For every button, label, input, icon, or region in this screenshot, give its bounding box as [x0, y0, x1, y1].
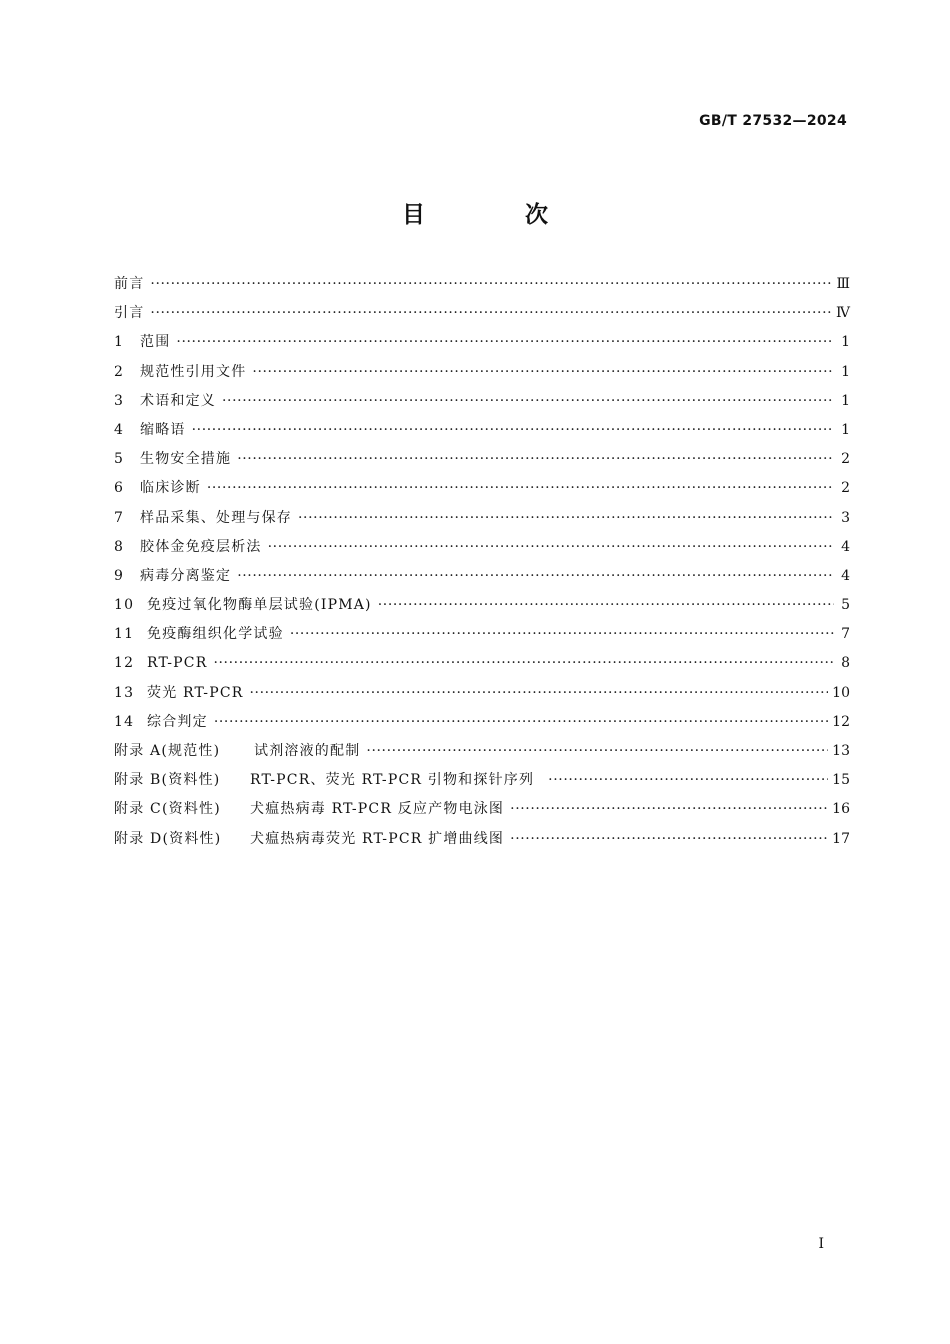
toc-page: 2	[841, 451, 850, 468]
toc-label	[114, 328, 170, 357]
toc-page: 17	[832, 830, 850, 847]
toc-page: 8	[841, 655, 850, 672]
toc-label	[114, 737, 360, 766]
toc-entry-7[interactable]	[114, 504, 850, 533]
toc-entry-6[interactable]	[114, 474, 850, 503]
toc-entry-appendix-d[interactable]	[114, 825, 850, 854]
toc-page: Ⅲ	[836, 276, 850, 292]
toc-label	[114, 416, 186, 445]
toc-title: 试剂溶液的配制	[254, 743, 361, 759]
toc-page: 2	[841, 480, 850, 497]
toc-page: 12	[832, 713, 850, 730]
toc-label	[114, 679, 243, 708]
toc-entry-10[interactable]	[114, 591, 850, 620]
toc-leader	[222, 387, 834, 416]
toc-leader	[214, 708, 828, 737]
toc-number: 8	[114, 538, 125, 555]
toc-leader	[510, 825, 828, 854]
toc-leader	[213, 649, 834, 678]
toc-number: 2	[114, 363, 125, 380]
toc-entry-4[interactable]	[114, 416, 850, 445]
toc-page: 1	[841, 363, 850, 380]
toc-leader	[207, 474, 834, 503]
toc-label	[114, 620, 284, 649]
toc-label	[114, 299, 144, 328]
toc-number: 附录 C(资料性)	[114, 801, 221, 818]
toc-number: 5	[114, 451, 125, 468]
toc-page: 4	[841, 567, 850, 584]
toc-number: 13	[114, 684, 135, 701]
toc-page: 13	[832, 743, 850, 759]
toc-title: 引言	[114, 305, 145, 322]
toc-number: 4	[114, 421, 125, 438]
toc-number: 10	[114, 597, 135, 614]
standard-code: GB/T 27532—2024	[699, 113, 847, 129]
toc-leader	[366, 737, 828, 766]
toc-entry-14[interactable]	[114, 708, 850, 737]
toc-title: 综合判定	[147, 713, 208, 730]
toc-entry-foreword[interactable]	[114, 270, 850, 299]
toc-label	[114, 533, 262, 562]
toc-leader	[176, 328, 834, 357]
toc-title: 胶体金免疫层析法	[140, 538, 262, 555]
toc-page: 4	[841, 538, 850, 555]
toc-title: 样品采集、处理与保存	[140, 509, 292, 526]
toc-entry-3[interactable]	[114, 387, 850, 416]
toc-leader	[192, 416, 834, 445]
toc-page: 10	[832, 684, 850, 701]
toc-title: 犬瘟热病毒荧光 RT-PCR 扩增曲线图	[250, 830, 505, 847]
toc-leader	[548, 766, 828, 795]
toc-number: 11	[114, 626, 135, 643]
toc-title: RT-PCR、荧光 RT-PCR 引物和探针序列	[250, 772, 535, 789]
toc-label	[114, 504, 292, 533]
toc-title: 术语和定义	[140, 392, 216, 409]
toc-title: 生物安全措施	[140, 451, 232, 468]
toc-entry-1[interactable]	[114, 328, 850, 357]
toc-entry-5[interactable]	[114, 445, 850, 474]
toc-page: 1	[841, 392, 850, 409]
toc-number: 7	[114, 509, 125, 526]
toc-leader	[150, 270, 832, 299]
toc-number: 6	[114, 480, 125, 497]
toc-title: 临床诊断	[140, 480, 201, 497]
toc-leader	[249, 679, 828, 708]
toc-title: RT-PCR	[147, 655, 208, 672]
toc-label	[114, 387, 216, 416]
toc-number: 附录 B(资料性)	[114, 772, 221, 789]
toc-label	[114, 474, 201, 503]
toc-page: 5	[841, 597, 850, 614]
toc-leader	[378, 591, 834, 620]
toc-leader	[252, 358, 834, 387]
toc-page: 1	[841, 421, 850, 438]
toc-label	[114, 708, 208, 737]
toc-label	[114, 825, 504, 854]
toc-page: 16	[832, 801, 850, 818]
toc-title: 前言	[114, 276, 145, 292]
toc-label	[114, 649, 207, 678]
toc-number: 附录 A(规范性)	[114, 743, 221, 759]
toc-label	[114, 766, 534, 795]
toc-label	[114, 270, 144, 299]
toc-label	[114, 591, 372, 620]
toc-title: 犬瘟热病毒 RT-PCR 反应产物电泳图	[250, 801, 505, 818]
toc-number: 1	[114, 334, 125, 351]
toc-entry-2[interactable]	[114, 358, 850, 387]
toc-page: 15	[832, 772, 850, 789]
toc-label	[114, 795, 504, 824]
toc-leader	[150, 299, 832, 328]
toc-label	[114, 562, 231, 591]
toc-title: 免疫过氧化物酶单层试验(IPMA)	[147, 597, 372, 614]
toc-leader	[237, 445, 834, 474]
toc-page: Ⅳ	[836, 305, 850, 322]
toc-number: 9	[114, 567, 125, 584]
toc-title: 荧光 RT-PCR	[147, 684, 244, 701]
toc-page: 3	[841, 509, 850, 526]
toc-title: 范围	[140, 334, 171, 351]
toc-entry-appendix-a[interactable]	[114, 737, 850, 766]
toc-entry-13[interactable]	[114, 679, 850, 708]
toc-entry-appendix-b[interactable]	[114, 766, 850, 795]
toc-number: 附录 D(资料性)	[114, 830, 222, 847]
toc-leader	[510, 795, 828, 824]
toc-leader	[290, 620, 834, 649]
toc-leader	[298, 504, 834, 533]
toc-entry-9[interactable]	[114, 562, 850, 591]
toc-number: 12	[114, 655, 135, 672]
toc-title: 规范性引用文件	[140, 363, 247, 380]
page-number: I	[818, 1236, 824, 1252]
toc-page: 7	[841, 626, 850, 643]
toc-title: 免疫酶组织化学试验	[147, 626, 284, 643]
toc-leader	[237, 562, 834, 591]
toc-entry-12[interactable]	[114, 649, 850, 678]
toc-page: 1	[841, 334, 850, 351]
toc-label	[114, 358, 246, 387]
toc-number: 3	[114, 392, 125, 409]
toc-entry-appendix-c[interactable]	[114, 795, 850, 824]
toc-label	[114, 445, 231, 474]
toc-title: 缩略语	[140, 421, 186, 438]
toc-number: 14	[114, 713, 135, 730]
toc-entry-8[interactable]	[114, 533, 850, 562]
toc-entry-11[interactable]	[114, 620, 850, 649]
table-of-contents	[114, 270, 850, 854]
page-title: 目 次	[401, 202, 594, 228]
toc-title: 病毒分离鉴定	[140, 567, 232, 584]
toc-leader	[268, 533, 834, 562]
toc-entry-introduction[interactable]	[114, 299, 850, 328]
